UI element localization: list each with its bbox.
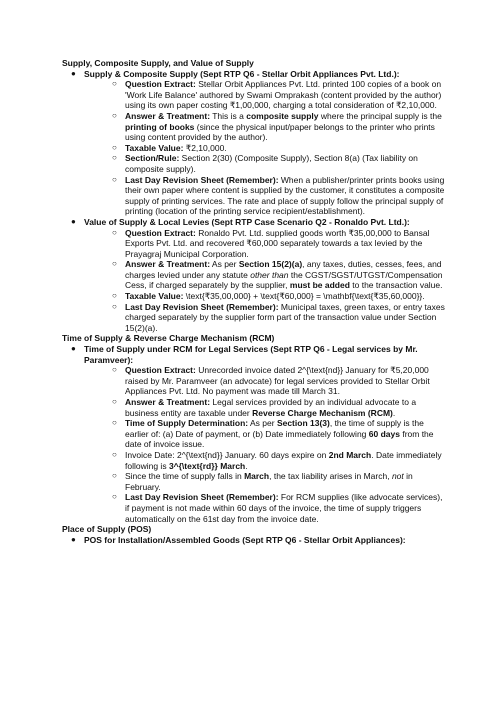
item-heading: Supply & Composite Supply (Sept RTP Q6 - Stellar Orbit Appliances Pvt. Ltd.):	[84, 68, 400, 79]
label: Answer & Treatment:	[125, 259, 211, 270]
sub-list-item	[84, 492, 448, 524]
sub-list-item	[84, 175, 448, 217]
label: Last Day Revision Sheet (Remember):	[125, 492, 279, 503]
label: Last Day Revision Sheet (Remember):	[125, 174, 279, 185]
sub-list-item	[84, 418, 448, 450]
hollow-bullet-icon: ○	[112, 227, 117, 237]
label: Question Extract:	[125, 227, 196, 238]
hollow-bullet-icon: ○	[112, 110, 117, 120]
hollow-bullet-icon: ○	[112, 142, 117, 152]
text: As per	[210, 259, 239, 270]
hollow-bullet-icon: ○	[112, 365, 117, 375]
hollow-bullet-icon: ○	[112, 174, 117, 184]
text: ₹2,10,000.	[183, 142, 227, 153]
hollow-bullet-icon: ○	[112, 449, 117, 459]
sub-list-item	[84, 228, 448, 260]
italic-text: other than	[250, 269, 289, 280]
item-heading: Value of Supply & Local Levies (Sept RTP Case Scenario Q2 - Ronaldo Pvt. Ltd.):	[84, 216, 410, 227]
label: Time of Supply Determination:	[125, 418, 249, 429]
bold-text: March	[244, 471, 270, 482]
label: Section/Rule:	[125, 153, 180, 164]
label: Answer & Treatment:	[125, 397, 211, 407]
sub-list-item	[84, 111, 448, 143]
sub-list-item	[84, 153, 448, 174]
bold-text: 60 days	[368, 428, 400, 439]
label: Taxable Value:	[125, 291, 184, 302]
text: .	[245, 460, 248, 471]
text: , the tax liability arises in March,	[269, 471, 392, 482]
text: Section 2(30) (Composite Supply), Section 8(a) (Tax liability on composite supply).	[125, 153, 418, 174]
sub-list	[84, 79, 448, 217]
hollow-bullet-icon: ○	[112, 259, 117, 269]
bold-text: 2nd March	[328, 449, 372, 460]
filled-bullet-icon: ●	[71, 216, 76, 226]
bold-text: Reverse Charge Mechanism (RCM)	[252, 407, 393, 418]
sub-list-item	[84, 302, 448, 334]
hollow-bullet-icon: ○	[112, 471, 117, 481]
sub-list	[84, 365, 448, 524]
sub-list-item	[84, 397, 448, 418]
text: . Date immediately following is	[125, 449, 442, 471]
text: Stellar Orbit Appliances Pvt. Ltd. printed 100 copies of a book on 'Work Life Balance' authored by Swami Omprakash (content provided by the author) using its own paper costing ₹1,00,000, charging a total consideration of ₹2,10,000.	[125, 79, 442, 111]
hollow-bullet-icon: ○	[112, 291, 117, 301]
text: Unrecorded invoice dated 2^{\text{nd}} January for ₹5,20,000 raised by Mr. Paramveer (an advocate) for legal services provided to Stellar Orbit Appliances Pvt. Ltd. No payment was made till March 31.	[125, 365, 430, 397]
bold-text: 3^{\text{rd}} March	[168, 460, 246, 471]
item-heading: POS for Installation/Assembled Goods (Sept RTP Q6 - Stellar Orbit Appliances):	[84, 534, 406, 545]
section-title-time-of-supply: Time of Supply & Reverse Charge Mechanism (RCM)	[62, 333, 275, 344]
sub-list-item	[84, 79, 448, 111]
label: Question Extract:	[125, 365, 196, 376]
section-title-place-of-supply: Place of Supply (POS)	[62, 524, 152, 535]
filled-bullet-icon: ●	[71, 344, 76, 354]
text: For RCM supplies (like advocate services), if payment is not made within 60 days of the invoice, the time of supply triggers automatically on the 61st day from the invoice date.	[125, 492, 443, 524]
sub-list-item	[84, 471, 448, 492]
hollow-bullet-icon: ○	[112, 153, 117, 163]
text: , the time of supply is the earlier of: (a) Date of payment, or (b) Date immediately following	[125, 418, 424, 439]
text: Since the time of supply falls in	[125, 471, 245, 482]
sub-list-item	[84, 259, 448, 291]
section-title-supply: Supply, Composite Supply, and Value of Supply	[62, 58, 254, 68]
filled-bullet-icon: ●	[71, 534, 76, 544]
text: Legal services provided by an individual advocate to a business entity are taxable under	[125, 397, 417, 418]
hollow-bullet-icon: ○	[112, 301, 117, 311]
hollow-bullet-icon: ○	[112, 79, 117, 89]
text: to the transaction value.	[349, 280, 443, 291]
text: \text{₹35,00,000} + \text{₹60,000} = \mathbf{\text{₹35,60,000}}.	[183, 291, 425, 302]
bold-text: Section 13(3)	[276, 418, 330, 429]
text: Municipal taxes, green taxes, or entry taxes charged separately by the supplier form part of the transaction value under Section 15(2)(a).	[125, 301, 445, 333]
label: Answer & Treatment:	[125, 110, 211, 121]
section-list	[62, 535, 448, 546]
sub-list	[84, 228, 448, 334]
list-item	[62, 535, 448, 546]
filled-bullet-icon: ●	[71, 68, 76, 78]
label: Last Day Revision Sheet (Remember):	[125, 301, 279, 312]
section-list	[62, 344, 448, 524]
text: .	[392, 407, 396, 418]
text: Ronaldo Pvt. Ltd. supplied goods worth ₹35,00,000 to Bansal Exports Pvt. Ltd. and recovered ₹60,000 separately towards a tax levied by the Prayagraj Municipal Corporation.	[125, 227, 430, 259]
sub-list-item	[84, 143, 448, 154]
list-item	[62, 344, 448, 524]
text: from the date of invoice issue.	[125, 428, 434, 450]
list-item	[62, 217, 448, 334]
text: in February.	[125, 471, 413, 492]
sub-list-item	[84, 291, 448, 302]
sub-list-item	[84, 365, 448, 397]
bold-text: must be added	[289, 280, 350, 291]
section-list	[62, 69, 448, 334]
label: Taxable Value:	[125, 142, 184, 153]
label: Question Extract:	[125, 79, 196, 90]
hollow-bullet-icon: ○	[112, 397, 117, 406]
hollow-bullet-icon: ○	[112, 492, 117, 502]
list-item	[62, 69, 448, 217]
text: (since the physical input/paper belongs to the printer who prints using content provided by the author).	[125, 121, 435, 143]
hollow-bullet-icon: ○	[112, 418, 117, 428]
sub-list-item	[84, 450, 448, 471]
text: When a publisher/printer prints books using their own paper where content is supplied by the customer, it constitutes a composite supply of printing services. The rate and place of supply follow the principal supply of printing (location of the printing service recipient/establishment).	[125, 174, 445, 217]
text: the CGST/SGST/UTGST/Compensation Cess, if charged separately by the supplier,	[125, 269, 443, 291]
bold-text: printing of books	[125, 121, 195, 132]
italic-text: not	[391, 471, 404, 482]
text: As per	[248, 418, 277, 429]
text: where the principal supply is the	[318, 110, 442, 121]
text: , any taxes, duties, cesses, fees, and charges levied under any statute	[125, 259, 442, 280]
bold-text: composite supply	[246, 110, 319, 121]
bold-text: Section 15(2)(a)	[238, 259, 303, 270]
text: This is a	[210, 110, 247, 121]
text: Invoice Date: 2^{\text{nd}} January. 60 days expire on	[125, 449, 329, 460]
item-heading: Time of Supply under RCM for Legal Services (Sept RTP Q6 - Legal services by Mr. Paramveer):	[84, 344, 418, 365]
document-page	[62, 58, 448, 545]
